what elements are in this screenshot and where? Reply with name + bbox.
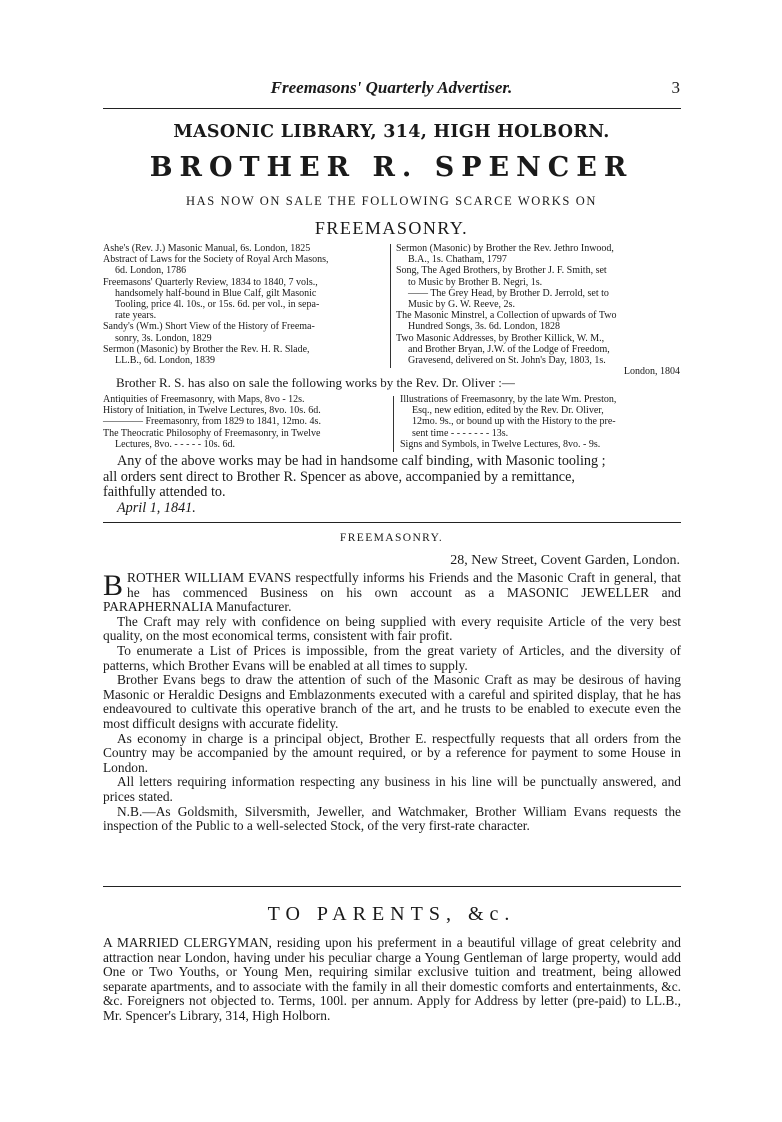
list-item: Sermon (Masonic) by Brother the Rev. H. R. Slade,: [103, 343, 310, 355]
binding-note-line: Any of the above works may be had in handsome calf binding, with Masonic tooling ;: [117, 453, 606, 469]
list-item: Abstract of Laws for the Society of Royal Arch Masons,: [103, 254, 329, 266]
book-list-right: [396, 243, 680, 377]
parents-body: [103, 936, 681, 1024]
header-title: Freemasons' Quarterly Advertiser.: [270, 78, 513, 97]
header-rule: [103, 108, 681, 109]
list-item: Sandy's (Wm.) Short View of the History of Freema-: [103, 321, 315, 333]
list-item: Gravesend, delivered on St. John's Day, 1803, 1s.: [408, 355, 606, 367]
list-item: handsomely half-bound in Blue Calf, gilt Masonic: [115, 287, 317, 299]
list-item: —— The Grey Head, by Brother D. Jerrold, set to: [408, 287, 609, 299]
list-item: The Theocratic Philosophy of Freemasonry, in Twelve: [103, 427, 321, 439]
evans-paragraph: BROTHER WILLIAM EVANS respectfully informs his Friends and the Masonic Craft in general, that he has commenced Business on his own account as a MASONIC JEWELLER and PARAPHERNALIA Manufacturer.: [103, 569, 681, 615]
list-item: Antiquities of Freemasonry, with Maps, 8vo - 12s.: [103, 394, 305, 405]
evans-paragraph: To enumerate a List of Prices is impossible, from the great variety of Articles, and the diversity of patterns, which Brother Evans will be enabled at all times to supply.: [103, 642, 681, 673]
list-item: Signs and Symbols, in Twelve Lectures, 8vo. - 9s.: [400, 438, 601, 450]
list-item: Sermon (Masonic) by Brother the Rev. Jethro Inwood,: [396, 243, 614, 254]
list-item: Lectures, 8vo. - - - - - 10s. 6d.: [115, 438, 235, 450]
evans-paragraph: All letters requiring information respecting any business in his line will be punctually answered, and prices stated.: [103, 774, 681, 804]
list-item: B.A., 1s. Chatham, 1797: [408, 254, 507, 266]
section-rule: [103, 522, 681, 523]
list-item: sent time - - - - - - - 13s.: [412, 427, 509, 439]
list-item: Song, The Aged Brothers, by Brother J. F. Smith, set: [396, 265, 607, 277]
list-item: rate years.: [115, 310, 157, 322]
parents-heading: TO PARENTS, &c.: [267, 903, 516, 925]
binding-note: [103, 454, 681, 516]
running-header: [103, 78, 680, 102]
evans-body: [103, 571, 681, 834]
list-item: London, 1804: [623, 366, 680, 378]
drop-cap-b: B: [103, 569, 124, 602]
evans-heading: FREEMASONRY.: [339, 532, 444, 544]
list-item: 6d. London, 1786: [115, 265, 187, 277]
list-item: sonry, 3s. London, 1829: [115, 332, 212, 344]
evans-paragraph: Brother Evans begs to draw the attention of such of the Masonic Craft as may be desirous of having Masonic or Heraldic Designs and Emblazonments executed with a careful and spirited display, that he has endeavoured to cultivate this operative branch of the art, and he trusts to be enabled to execute even the most difficult designs with accurate fidelity.: [103, 672, 681, 731]
oliver-list-right: [400, 394, 681, 450]
list-item: Ashe's (Rev. J.) Masonic Manual, 6s. London, 1825: [103, 243, 311, 254]
spencer-name: BROTHER R. SPENCER: [149, 152, 634, 183]
list-item: Two Masonic Addresses, by Brother Killick, W. M.,: [396, 332, 605, 344]
list-item: Hundred Songs, 3s. 6d. London, 1828: [408, 321, 560, 333]
list-item: History of Initiation, in Twelve Lectures, 8vo. 10s. 6d.: [103, 405, 321, 417]
list-item: and Brother Bryan, J.W. of the Lodge of Freedom,: [408, 343, 610, 355]
binding-note-line: faithfully attended to.: [103, 484, 226, 501]
list-item: to Music by Brother B. Negri, 1s.: [408, 276, 543, 288]
column-divider: [390, 244, 391, 368]
list-item: Music by G. W. Reeve, 2s.: [408, 299, 515, 311]
list-item: 12mo. 9s., or bound up with the History to the pre-: [412, 416, 616, 428]
evans-paragraph: The Craft may rely with confidence on being supplied with every requisite Article of the very best quality, on the most economical terms, consistent with fair profit.: [103, 613, 681, 644]
oliver-intro: Brother R. S. has also on sale the following works by the Rev. Dr. Oliver :—: [116, 375, 515, 390]
evans-address: 28, New Street, Covent Garden, London.: [450, 553, 680, 568]
list-item: LL.B., 6d. London, 1839: [115, 355, 215, 367]
ad-date: April 1, 1841.: [117, 499, 196, 516]
page-number: 3: [671, 78, 680, 97]
list-item: Illustrations of Freemasonry, by the late Wm. Preston,: [400, 394, 617, 405]
list-item: ———— Freemasonry, from 1829 to 1841, 12mo. 4s.: [103, 416, 321, 428]
list-item: Freemasons' Quarterly Review, 1834 to 1840, 7 vols.,: [103, 276, 318, 288]
oliver-list-left: [103, 394, 388, 450]
parents-paragraph: A MARRIED CLERGYMAN, residing upon his preferment in a beautiful village of great celebrity and attraction near London, having under his peculiar charge a Young Gentleman of large property, would add One or Two Youths, or Young Men, requiring similar exclusive tuition and treatment, being allowed separate apartments, and to associate with the family in all their domestic comforts and entertainments, &c. &c. Foreigners not objected to. Terms, 100l. per annum. Apply for Address by letter (pre-paid) to LL.B., Mr. Spencer's Library, 314, High Holborn.: [103, 935, 681, 1023]
list-item: Esq., new edition, edited by the Rev. Dr. Oliver,: [412, 405, 604, 417]
evans-paragraph: N.B.—As Goldsmith, Silversmith, Jeweller, and Watchmaker, Brother William Evans requests the inspection of the Public to a well-selected Stock, of the very first-rate character.: [103, 803, 681, 834]
evans-paragraph: As economy in charge is a principal object, Brother E. respectfully requests that all orders from the Country may be accompanied by the amount required, or by a reference for payment to some House in London.: [103, 730, 681, 775]
library-subject: FREEMASONRY.: [314, 218, 469, 238]
list-item: Tooling, price 4l. 10s., or 15s. 6d. per vol., in sepa-: [115, 299, 320, 311]
library-subhead: HAS NOW ON SALE THE FOLLOWING SCARCE WORKS ON: [186, 194, 597, 208]
column-divider: [393, 396, 394, 452]
list-item: The Masonic Minstrel, a Collection of upwards of Two: [396, 310, 617, 322]
binding-note-line: all orders sent direct to Brother R. Spencer as above, accompanied by a remittance,: [103, 468, 575, 485]
book-list-left: [103, 243, 383, 366]
library-heading: MASONIC LIBRARY, 314, HIGH HOLBORN.: [173, 122, 610, 142]
section-rule: [103, 886, 681, 887]
